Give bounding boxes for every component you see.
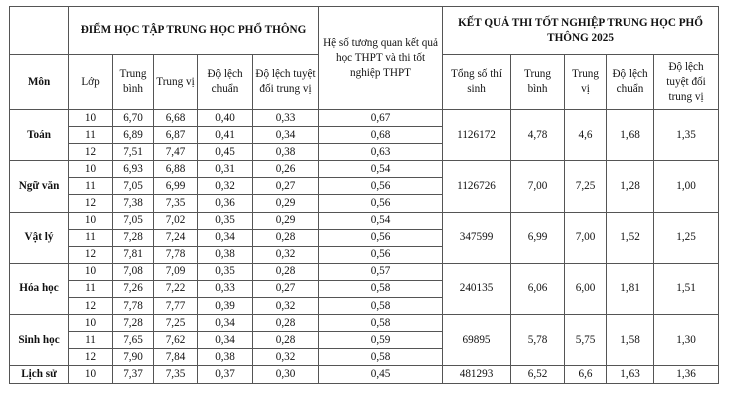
hs-sd-cell: 0,41 bbox=[198, 127, 253, 144]
hs-mad-cell: 0,32 bbox=[253, 298, 319, 315]
grade-cell: 11 bbox=[69, 280, 113, 297]
hs-mean-cell: 7,28 bbox=[113, 229, 154, 246]
exam-mad-cell: 1,51 bbox=[654, 263, 719, 314]
correlation-cell: 0,58 bbox=[319, 298, 443, 315]
table-body bbox=[10, 110, 719, 384]
hs-sd-cell: 0,34 bbox=[198, 229, 253, 246]
hs-sd-cell: 0,45 bbox=[198, 144, 253, 161]
exam-mean-cell: 6,99 bbox=[511, 212, 565, 263]
correlation-cell: 0,54 bbox=[319, 212, 443, 229]
hs-mad-cell: 0,33 bbox=[253, 110, 319, 127]
hs-mad-cell: 0,29 bbox=[253, 212, 319, 229]
hs-sd-cell: 0,36 bbox=[198, 195, 253, 212]
hs-mean-cell: 7,37 bbox=[113, 366, 154, 383]
header-exam-median: Trung vị bbox=[565, 55, 607, 110]
grade-cell: 12 bbox=[69, 298, 113, 315]
table-row bbox=[10, 212, 719, 229]
hs-median-cell: 7,62 bbox=[154, 332, 198, 349]
header-exam-count: Tổng số thí sinh bbox=[443, 55, 511, 110]
hs-mean-cell: 7,08 bbox=[113, 263, 154, 280]
correlation-cell: 0,54 bbox=[319, 161, 443, 178]
hs-mean-cell: 6,93 bbox=[113, 161, 154, 178]
header-exam-mad: Độ lệch tuyệt đối trung vị bbox=[654, 55, 719, 110]
correlation-cell: 0,58 bbox=[319, 349, 443, 366]
correlation-cell: 0,56 bbox=[319, 178, 443, 195]
grade-cell: 10 bbox=[69, 212, 113, 229]
hs-sd-cell: 0,40 bbox=[198, 110, 253, 127]
table-row bbox=[10, 161, 719, 178]
hs-mad-cell: 0,32 bbox=[253, 246, 319, 263]
correlation-cell: 0,56 bbox=[319, 246, 443, 263]
grade-cell: 11 bbox=[69, 229, 113, 246]
subject-cell: Hóa học bbox=[10, 263, 69, 314]
hs-median-cell: 7,35 bbox=[154, 366, 198, 383]
exam-sd-cell: 1,58 bbox=[607, 315, 654, 366]
header-hs-median: Trung vị bbox=[154, 55, 198, 110]
score-comparison-table bbox=[9, 6, 719, 384]
correlation-cell: 0,45 bbox=[319, 366, 443, 383]
exam-mean-cell: 4,78 bbox=[511, 110, 565, 161]
hs-mean-cell: 7,78 bbox=[113, 298, 154, 315]
exam-sd-cell: 1,28 bbox=[607, 161, 654, 212]
table-row bbox=[10, 110, 719, 127]
correlation-cell: 0,57 bbox=[319, 263, 443, 280]
header-exam-results: KẾT QUẢ THI TỐT NGHIỆP TRUNG HỌC PHỔ THÔNG 2025 bbox=[443, 7, 719, 55]
hs-median-cell: 7,47 bbox=[154, 144, 198, 161]
grade-cell: 11 bbox=[69, 332, 113, 349]
grade-cell: 10 bbox=[69, 366, 113, 383]
header-exam-mean: Trung bình bbox=[511, 55, 565, 110]
hs-sd-cell: 0,31 bbox=[198, 161, 253, 178]
exam-median-cell: 7,25 bbox=[565, 161, 607, 212]
header-hs-sd: Độ lệch chuẩn bbox=[198, 55, 253, 110]
hs-mad-cell: 0,38 bbox=[253, 144, 319, 161]
hs-mean-cell: 7,26 bbox=[113, 280, 154, 297]
hs-mad-cell: 0,27 bbox=[253, 280, 319, 297]
subject-cell: Ngữ văn bbox=[10, 161, 69, 212]
header-exam-sd: Độ lệch chuẩn bbox=[607, 55, 654, 110]
grade-cell: 10 bbox=[69, 263, 113, 280]
table-row bbox=[10, 263, 719, 280]
hs-mean-cell: 7,81 bbox=[113, 246, 154, 263]
header-grade: Lớp bbox=[69, 55, 113, 110]
hs-median-cell: 6,68 bbox=[154, 110, 198, 127]
hs-sd-cell: 0,35 bbox=[198, 263, 253, 280]
subject-cell: Vật lý bbox=[10, 212, 69, 263]
hs-median-cell: 7,09 bbox=[154, 263, 198, 280]
hs-mean-cell: 6,70 bbox=[113, 110, 154, 127]
exam-count-cell: 1126726 bbox=[443, 161, 511, 212]
grade-cell: 12 bbox=[69, 195, 113, 212]
exam-mean-cell: 7,00 bbox=[511, 161, 565, 212]
hs-median-cell: 6,87 bbox=[154, 127, 198, 144]
header-school-scores: ĐIỂM HỌC TẬP TRUNG HỌC PHỔ THÔNG bbox=[69, 7, 319, 55]
hs-median-cell: 7,02 bbox=[154, 212, 198, 229]
hs-median-cell: 7,25 bbox=[154, 315, 198, 332]
exam-mad-cell: 1,35 bbox=[654, 110, 719, 161]
hs-median-cell: 7,77 bbox=[154, 298, 198, 315]
hs-sd-cell: 0,34 bbox=[198, 332, 253, 349]
header-subject: Môn bbox=[10, 55, 69, 110]
correlation-cell: 0,59 bbox=[319, 332, 443, 349]
hs-mean-cell: 7,90 bbox=[113, 349, 154, 366]
hs-mad-cell: 0,28 bbox=[253, 315, 319, 332]
grade-cell: 12 bbox=[69, 144, 113, 161]
grade-cell: 12 bbox=[69, 349, 113, 366]
hs-sd-cell: 0,35 bbox=[198, 212, 253, 229]
exam-mean-cell: 6,52 bbox=[511, 366, 565, 383]
hs-mean-cell: 7,51 bbox=[113, 144, 154, 161]
hs-median-cell: 7,35 bbox=[154, 195, 198, 212]
correlation-cell: 0,58 bbox=[319, 280, 443, 297]
hs-mad-cell: 0,28 bbox=[253, 332, 319, 349]
hs-mad-cell: 0,28 bbox=[253, 263, 319, 280]
exam-sd-cell: 1,68 bbox=[607, 110, 654, 161]
correlation-cell: 0,67 bbox=[319, 110, 443, 127]
correlation-cell: 0,68 bbox=[319, 127, 443, 144]
exam-median-cell: 6,6 bbox=[565, 366, 607, 383]
exam-median-cell: 5,75 bbox=[565, 315, 607, 366]
exam-count-cell: 481293 bbox=[443, 366, 511, 383]
exam-sd-cell: 1,81 bbox=[607, 263, 654, 314]
hs-median-cell: 7,84 bbox=[154, 349, 198, 366]
hs-mean-cell: 7,05 bbox=[113, 212, 154, 229]
header-hs-mad: Độ lệch tuyệt đối trung vị bbox=[253, 55, 319, 110]
exam-mad-cell: 1,30 bbox=[654, 315, 719, 366]
hs-sd-cell: 0,32 bbox=[198, 178, 253, 195]
subject-cell: Lịch sử bbox=[10, 366, 69, 383]
exam-median-cell: 6,00 bbox=[565, 263, 607, 314]
grade-cell: 12 bbox=[69, 246, 113, 263]
correlation-cell: 0,56 bbox=[319, 229, 443, 246]
exam-mad-cell: 1,25 bbox=[654, 212, 719, 263]
subject-cell: Sinh học bbox=[10, 315, 69, 366]
hs-sd-cell: 0,34 bbox=[198, 315, 253, 332]
hs-mean-cell: 7,05 bbox=[113, 178, 154, 195]
hs-mean-cell: 7,38 bbox=[113, 195, 154, 212]
table-row bbox=[10, 366, 719, 383]
table-row bbox=[10, 315, 719, 332]
hs-median-cell: 7,78 bbox=[154, 246, 198, 263]
exam-count-cell: 347599 bbox=[443, 212, 511, 263]
hs-sd-cell: 0,38 bbox=[198, 246, 253, 263]
hs-mad-cell: 0,30 bbox=[253, 366, 319, 383]
subject-cell: Toán bbox=[10, 110, 69, 161]
hs-mad-cell: 0,29 bbox=[253, 195, 319, 212]
grade-cell: 11 bbox=[69, 178, 113, 195]
hs-median-cell: 7,22 bbox=[154, 280, 198, 297]
hs-median-cell: 7,24 bbox=[154, 229, 198, 246]
grade-cell: 10 bbox=[69, 110, 113, 127]
exam-mean-cell: 6,06 bbox=[511, 263, 565, 314]
hs-sd-cell: 0,33 bbox=[198, 280, 253, 297]
grade-cell: 10 bbox=[69, 315, 113, 332]
hs-mad-cell: 0,34 bbox=[253, 127, 319, 144]
exam-sd-cell: 1,63 bbox=[607, 366, 654, 383]
hs-mean-cell: 7,28 bbox=[113, 315, 154, 332]
hs-mad-cell: 0,32 bbox=[253, 349, 319, 366]
grade-cell: 11 bbox=[69, 127, 113, 144]
exam-count-cell: 240135 bbox=[443, 263, 511, 314]
header-correlation: Hệ số tương quan kết quả học THPT và thi tốt nghiệp THPT bbox=[319, 7, 443, 110]
hs-median-cell: 6,99 bbox=[154, 178, 198, 195]
hs-sd-cell: 0,37 bbox=[198, 366, 253, 383]
correlation-cell: 0,56 bbox=[319, 195, 443, 212]
exam-mean-cell: 5,78 bbox=[511, 315, 565, 366]
exam-count-cell: 69895 bbox=[443, 315, 511, 366]
hs-sd-cell: 0,39 bbox=[198, 298, 253, 315]
grade-cell: 10 bbox=[69, 161, 113, 178]
score-table-container bbox=[9, 6, 719, 384]
hs-sd-cell: 0,38 bbox=[198, 349, 253, 366]
header-hs-mean: Trung bình bbox=[113, 55, 154, 110]
hs-mad-cell: 0,26 bbox=[253, 161, 319, 178]
hs-median-cell: 6,88 bbox=[154, 161, 198, 178]
hs-mad-cell: 0,27 bbox=[253, 178, 319, 195]
exam-median-cell: 4,6 bbox=[565, 110, 607, 161]
hs-mad-cell: 0,28 bbox=[253, 229, 319, 246]
corner-empty-cell bbox=[10, 7, 69, 55]
correlation-cell: 0,63 bbox=[319, 144, 443, 161]
exam-mad-cell: 1,00 bbox=[654, 161, 719, 212]
exam-mad-cell: 1,36 bbox=[654, 366, 719, 383]
exam-sd-cell: 1,52 bbox=[607, 212, 654, 263]
hs-mean-cell: 6,89 bbox=[113, 127, 154, 144]
exam-count-cell: 1126172 bbox=[443, 110, 511, 161]
correlation-cell: 0,58 bbox=[319, 315, 443, 332]
exam-median-cell: 7,00 bbox=[565, 212, 607, 263]
hs-mean-cell: 7,65 bbox=[113, 332, 154, 349]
